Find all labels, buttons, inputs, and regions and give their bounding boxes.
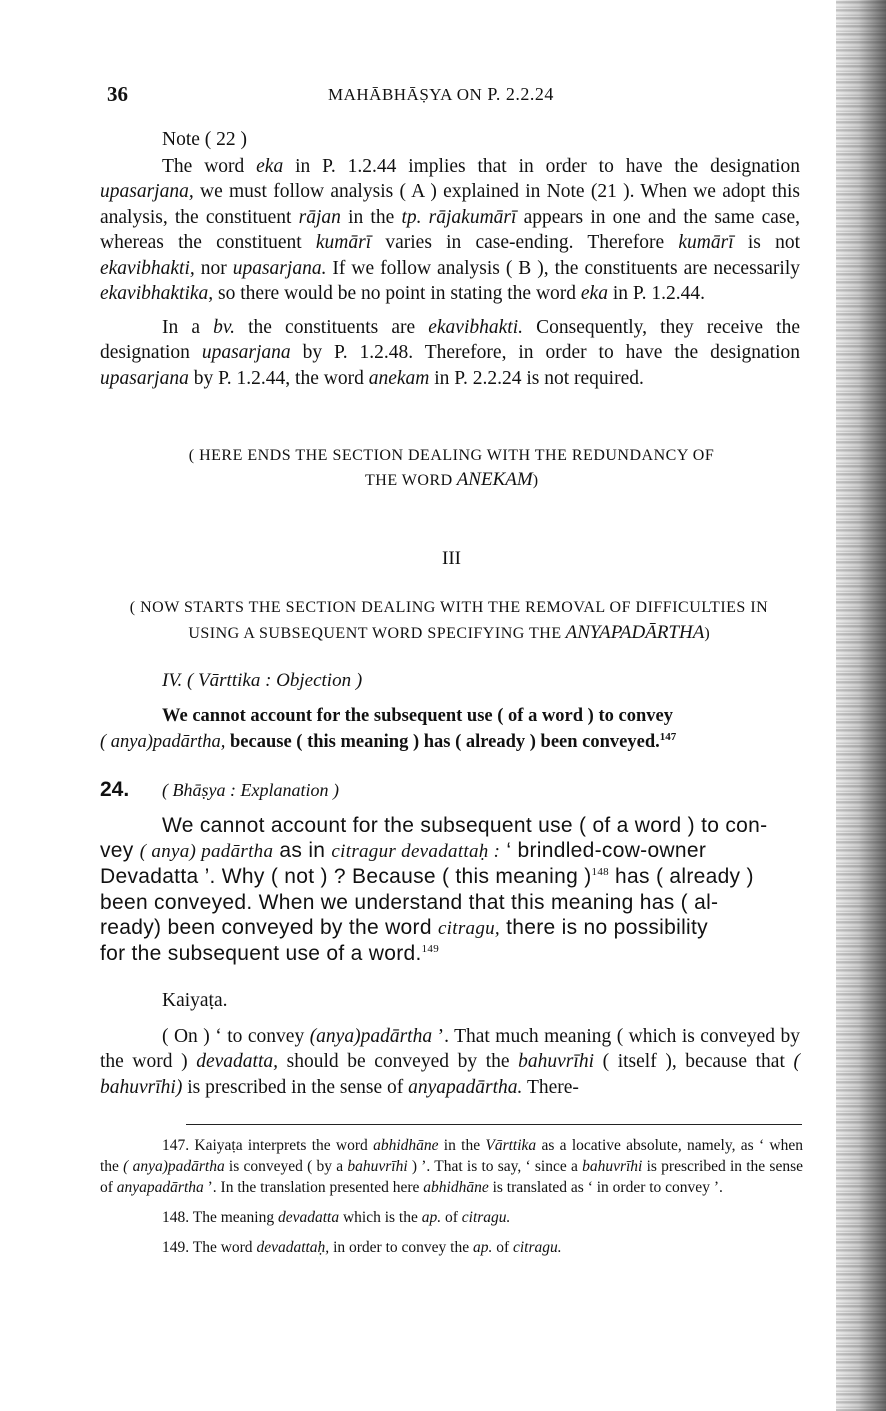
note-heading: Note ( 22 ) [162,129,248,150]
italic-term: ekavibhakti, [100,257,195,279]
section-end-close: ) [532,472,539,489]
section-number: III [442,548,461,569]
italic-term: abhidhāne [373,1137,439,1154]
italic-term: ap. [472,1239,493,1256]
italic-term: devadatta [277,1209,340,1226]
italic-term: ( bahuvrīhi) [100,1051,800,1098]
italic-term: bv. [213,316,235,338]
italic-term: devadattaḥ, [256,1239,330,1256]
note-paragraph-1: The word eka in P. 1.2.44 implies that in order to have the designation upasarjana, we must follow analysis ( A ) explained in Note (21 ). When we adopt this analysis, the constituent rājan in the tp. rājakumārī appears in one and the same case, whereas the constituent kumārī varies in case-ending. Therefore kumārī is not ekavibhakti, nor upasarjana. If we follow analysis ( B ), the constituents are necessarily ekavibhaktika, so there would be no point in stating the word eka in P. 1.2.44. [100,155,801,304]
footnote-ref-149: 149 [421,943,440,956]
section-end-notice [100,444,803,493]
italic-term: tp. rājakumārī [401,206,517,228]
italic-term: citragu. [513,1239,562,1256]
kaiyata-heading: Kaiyaṭa. [162,990,228,1011]
kaiyata-paragraph: ( On ) ‘ to convey (anya)padārtha ’. That much meaning ( which is conveyed by the word ) devadatta, should be conveyed by the bahuvrīhi ( itself ), because that ( bahuvrīhi) is prescribed in the sense of anyapadārtha. There- [100,1025,801,1098]
section-start-close: ) [704,625,710,642]
italic-term: bahuvrīhi [582,1158,643,1175]
italic-term: devadatta, [196,1051,279,1072]
italic-term: kumārī [678,232,734,253]
footnote-ref-148: 148 [591,866,609,879]
italic-term: (anya)padārtha [309,1025,433,1047]
italic-term: ekavibhakti. [428,316,523,338]
bhasya-number: 24. [100,778,130,801]
note-22 [100,127,800,391]
italic-term: abhidhāne [423,1179,489,1196]
section-end-line-1: ( HERE ENDS THE SECTION DEALING WITH THE REDUNDANCY OF [188,447,715,464]
italic-term: upasarjana. [232,257,327,279]
italic-term: ( anya)padārtha [123,1158,225,1175]
footnotes [100,1135,803,1258]
page-number: 36 [107,82,128,106]
italic-term: citragu. [461,1209,511,1226]
section-end-word: ANEKAM [456,469,533,490]
running-head [328,84,554,105]
italic-term: upasarjana [100,367,189,389]
italic-term: rājan [298,206,341,228]
italic-term: Vārttika [485,1137,537,1154]
footnote-149: 149. The word devadattaḥ, in order to convey the ap. of citragu. [162,1239,562,1256]
varttika-text: We cannot account for the subsequent use ( of a word ) to convey ( anya)padārtha, because ( this meaning ) has ( already ) been conveyed.$^{147}$ [100,706,677,752]
italic-term: bahuvrīhi [347,1158,408,1175]
footnote-rule [186,1124,802,1125]
footnote-148: 148. The meaning devadatta which is the ap. of citragu. [162,1209,511,1226]
italic-term: anyapadārtha. [408,1076,523,1098]
page-binding-edge [836,0,886,1411]
section-start-line-1: ( NOW STARTS THE SECTION DEALING WITH THE REMOVAL OF DIFFICULTIES IN [129,599,769,616]
italic-term: ekavibhaktika, [100,283,214,304]
italic-term: upasarjana, [100,181,194,202]
section-start-notice [93,595,805,646]
italic-term: anekam [368,367,430,389]
varttika-heading: IV. ( Vārttika : Objection ) [162,670,363,691]
varttika-term: ( anya)padārtha, [100,732,226,752]
footnote-ref-147: 147 [659,730,677,743]
kaiyata [100,988,800,1100]
note-paragraph-2: In a bv. the constituents are ekavibhakti. Consequently, they receive the designation upasarjana by P. 1.2.48. Therefore, in order to have the designation upasarjana by P. 1.2.44, the word anekam in P. 2.2.24 is not required. [100,316,800,389]
section-start-word: ANYAPADĀRTHA [565,622,705,643]
running-head-ref: P. 2.2.24 [487,84,554,104]
footnote-147: 147. Kaiyaṭa interprets the word abhidhāne in the Vārttika as a locative absolute, namely, as ‘ when the ( anya)padārtha is conveyed ( by a bahuvrīhi ) ’. That is to say, ‘ since a bahuvrīhi is prescribed in the sense of anyapadārtha ’. In the translation presented here abhidhāne is translated as ‘ in order to convey ’. [100,1137,803,1196]
bhasya-heading: ( Bhāṣya : Explanation ) [162,780,339,800]
bhasya-text: We cannot account for the subsequent use ( of a word ) to con- vey ( anya) padārtha as in citragur devadattaḥ : ‘ brindled-cow-owner Devadatta ’. Why ( not ) ? Because ( this meaning )$^{148}$ has ( already ) been conveyed. When we understand that this meaning has ( al- ready) been conveyed by the word citragu, there is no possibility for the subsequent use of a word.$^{149}$ [100,814,768,966]
running-head-title: MAHĀBHĀṢYA ON [328,85,483,104]
italic-term: anyapadārtha [116,1179,204,1196]
italic-term: eka [580,283,608,304]
italic-term: kumārī [315,232,372,253]
section-end-line-2: THE WORD [364,472,453,489]
italic-term: eka [256,155,284,177]
italic-term: ap. [421,1209,442,1226]
italic-term: upasarjana [201,342,291,363]
section-start-line-2: USING A SUBSEQUENT WORD SPECIFYING THE [188,625,562,642]
italic-term: bahuvrīhi [518,1051,594,1072]
